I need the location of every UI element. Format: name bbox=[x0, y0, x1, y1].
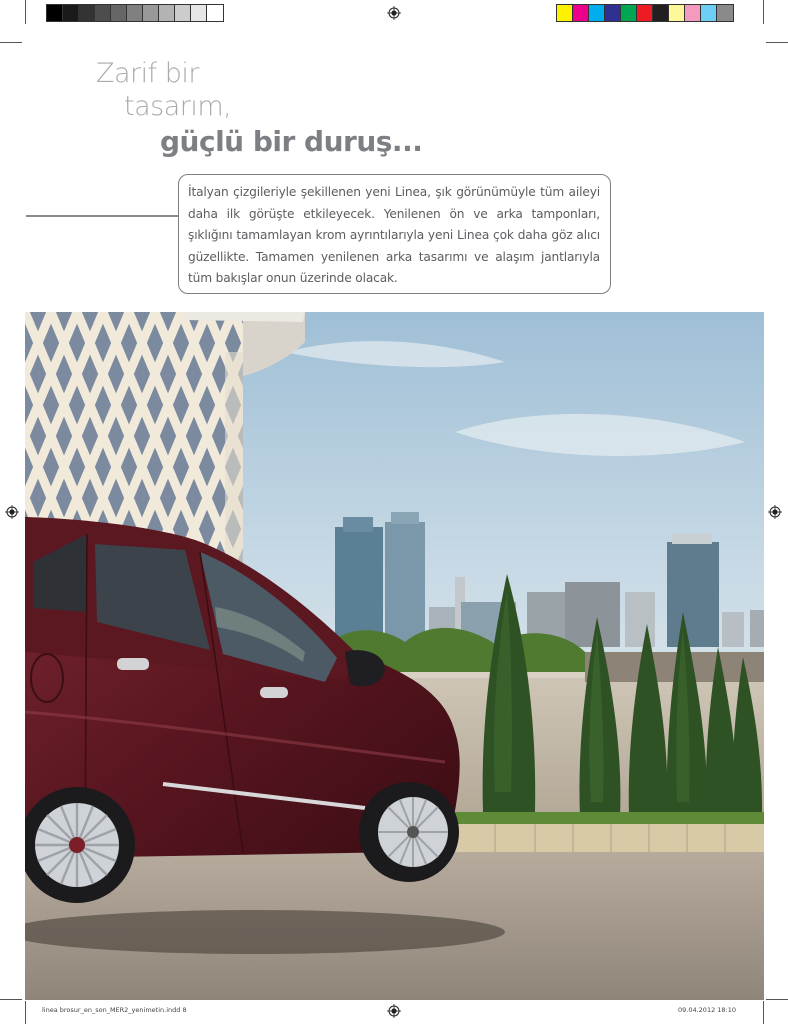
crop-mark-bottom-left-v bbox=[25, 1001, 26, 1024]
body-copy: İtalyan çizgileriyle şekillenen yeni Linea, şık görünümüyle tüm aileyi daha ilk görüşte etkileyecek. Yenilenen ön ve arka tamponları, şıklığını tamamlayan krom ayrıntılarıyla yeni Linea çok daha göz alıcı güzellikte. Tamamen yenilenen arka tasarımı ve alaşım jantlarıyla tüm bakışlar onun üzerinde olacak. bbox=[188, 185, 600, 285]
footer-filename: linea brosur_en_son_MER2_yenimetin.indd 8 bbox=[42, 1006, 187, 1014]
grayscale-swatch bbox=[127, 5, 143, 21]
grayscale-swatch bbox=[95, 5, 111, 21]
cmyk-swatch bbox=[685, 5, 701, 21]
headline-line-3: güçlü bir duruş... bbox=[160, 125, 423, 158]
crop-mark-bottom-right-h bbox=[766, 999, 788, 1000]
cmyk-swatch bbox=[669, 5, 685, 21]
headline-line-1: Zarif bir bbox=[96, 58, 199, 89]
cmyk-swatch bbox=[717, 5, 733, 21]
cmyk-swatch bbox=[701, 5, 717, 21]
crop-mark-bottom-left-h bbox=[0, 999, 22, 1000]
cmyk-swatch bbox=[605, 5, 621, 21]
headline-line-2: tasarım, bbox=[124, 91, 232, 122]
cmyk-swatch bbox=[621, 5, 637, 21]
cmyk-swatch bbox=[653, 5, 669, 21]
grayscale-swatch bbox=[191, 5, 207, 21]
cmyk-color-bar bbox=[556, 4, 734, 22]
grayscale-swatch bbox=[159, 5, 175, 21]
divider-line bbox=[26, 215, 178, 217]
cmyk-swatch bbox=[573, 5, 589, 21]
grayscale-swatch bbox=[111, 5, 127, 21]
crop-mark-top-left-v bbox=[25, 0, 26, 24]
body-copy-box bbox=[178, 174, 611, 294]
grayscale-color-bar bbox=[46, 4, 224, 22]
registration-mark-left-icon bbox=[5, 505, 19, 519]
crop-mark-top-right-h bbox=[766, 42, 788, 43]
grayscale-swatch bbox=[79, 5, 95, 21]
cmyk-swatch bbox=[557, 5, 573, 21]
grayscale-swatch bbox=[207, 5, 223, 21]
grayscale-swatch bbox=[143, 5, 159, 21]
car-photo bbox=[25, 312, 764, 1000]
grayscale-swatch bbox=[63, 5, 79, 21]
grayscale-swatch bbox=[175, 5, 191, 21]
registration-mark-bottom-icon bbox=[387, 1004, 401, 1018]
registration-mark-top-icon bbox=[387, 6, 401, 20]
crop-mark-top-right-v bbox=[763, 0, 764, 24]
crop-mark-bottom-right-v bbox=[763, 1001, 764, 1024]
registration-mark-right-icon bbox=[768, 505, 782, 519]
cmyk-swatch bbox=[637, 5, 653, 21]
cmyk-swatch bbox=[589, 5, 605, 21]
footer-timestamp: 09.04.2012 18:10 bbox=[678, 1006, 737, 1014]
grayscale-swatch bbox=[47, 5, 63, 21]
crop-mark-top-left-h bbox=[0, 42, 22, 43]
